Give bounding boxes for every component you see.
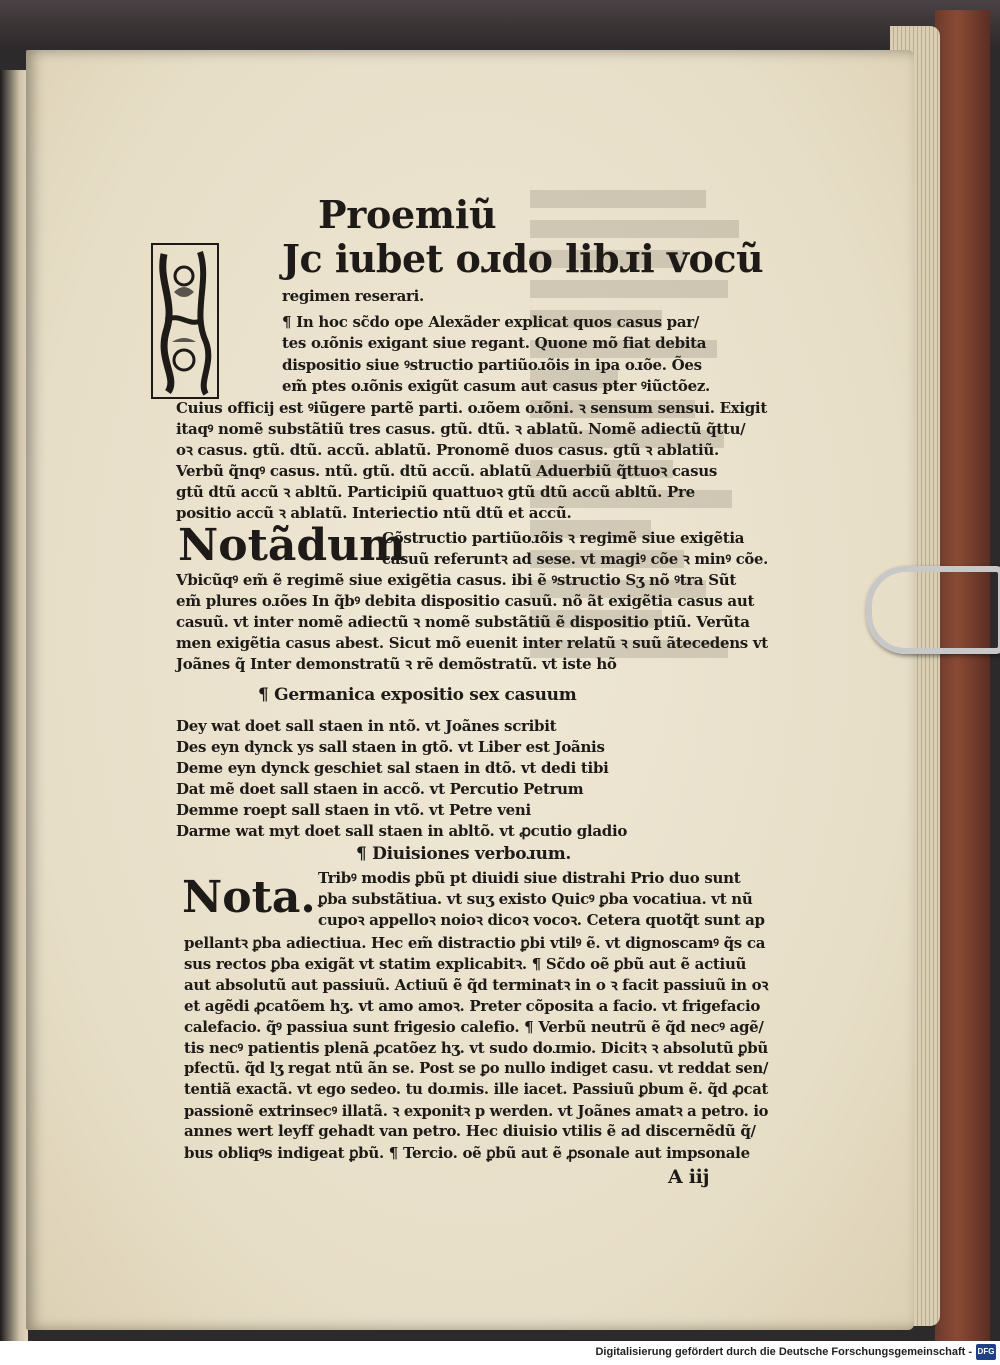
text-line: dispositio siue ꝰstructio partiũoɹõis in ipa oɹõe. Ões — [282, 356, 702, 374]
opening-line: Jc iubet oɹdo libɹi vocũ — [282, 236, 764, 281]
nota-heading: Nota. — [182, 872, 316, 923]
text-line: Darme wat myt doet sall staen in abltõ. vt ꝓcutio gladio — [176, 822, 628, 840]
section-heading: ¶ Germanica expositio sex casuum — [258, 685, 577, 705]
text-line: Joãnes q̃ Inter demonstratũ ꝛ rẽ demõstratũ. vt iste hõ — [176, 655, 617, 673]
text-line: pfectũ. q̃d lʒ regat ntũ ãn se. Post se ꝑo nullo indiget casu. vt reddat sen/ — [184, 1059, 769, 1077]
dfg-logo-icon: DFG — [976, 1344, 996, 1360]
text-line: aut absolutũ aut passiuũ. Actiuũ ẽ q̃d terminatꝛ in o ꝛ facit passiuũ in oꝛ — [184, 976, 769, 994]
text-line: tentiã exactã. vt ego sedeo. tu doɹmis. ille iacet. Passiuũ ꝑbum ẽ. q̃d ꝓcat — [184, 1080, 769, 1098]
text-line: tis necꝰ patientis plenã ꝓcatõez hʒ. vt sudo doɹmio. Dicitꝛ ꝛ absolutũ ꝑbũ — [184, 1039, 768, 1057]
text-line: calefacio. q̃ꝰ passiua sunt frigesio calefio. ¶ Verbũ neutrũ ẽ q̃d necꝰ agẽ/ — [184, 1018, 764, 1036]
text-line: casuũ referuntꝛ ad sese. vt magiꝰ cõe ꝛ minꝰ cõe. — [382, 550, 768, 568]
text-line: Des eyn dynck ys sall staen in gtõ. vt Liber est Joãnis — [176, 738, 605, 756]
text-line: Demme roept sall staen in vtõ. vt Petre veni — [176, 801, 531, 819]
text-line: casuũ. vt inter nomẽ adiectũ ꝛ nomẽ substãtiũ ẽ dispositio ptiũ. Verũta — [176, 613, 750, 631]
text-line: sus rectos ꝑba exigãt vt statim explicabitꝛ. ¶ Sc̃do oẽ ꝑbũ aut ẽ actiuũ — [184, 955, 747, 973]
text-line: em̃ ptes oɹõnis exigũt casum aut casus pter ꝰiũctõez. — [282, 377, 710, 395]
text-line: positio accũ ꝛ ablatũ. Interiectio ntũ dtũ et accũ. — [176, 504, 572, 522]
text-line: Dey wat doet sall staen in ntõ. vt Joãnes scribit — [176, 717, 557, 735]
text-line: ꝑba substãtiua. vt suʒ existo Quicꝰ ꝑba vocatiua. vt nũ — [318, 890, 753, 908]
page-title: Proemiũ — [318, 192, 497, 237]
text-line: regimen reserari. — [282, 287, 424, 305]
text-line: bus obliqꝰs indigeat ꝑbũ. ¶ Tercio. oẽ ꝑbũ aut ẽ ꝓsonale aut impsonale — [184, 1144, 750, 1162]
notandum-heading: Notãdum — [178, 520, 406, 571]
text-line: tes oɹõnis exigant siue regant. Quone mõ fiat debita — [282, 334, 707, 352]
text-line: ¶ In hoc sc̃do ope Alexãder explicat quos casus par/ — [282, 313, 700, 331]
text-line: Dat mẽ doet sall staen in accõ. vt Percutio Petrum — [176, 780, 584, 798]
text-line: Cõstructio partiũoɹõis ꝛ regimẽ siue exigẽtia — [382, 529, 745, 547]
text-line: itaqꝰ nomẽ substãtiũ tres casus. gtũ. dtũ. ꝛ ablatũ. Nomẽ adiectũ q̃ttu/ — [176, 420, 746, 438]
text-line: Verbũ q̃nqꝰ casus. ntũ. gtũ. dtũ accũ. ablatũ Aduerbiũ q̃ttuoꝛ casus — [176, 462, 717, 480]
text-line: Tribꝰ modis ꝑbũ pt diuidi siue distrahi Prio duo sunt — [318, 869, 741, 887]
footer-credit: Digitalisierung gefördert durch die Deutsche Forschungsgemeinschaft - — [595, 1346, 972, 1358]
section-heading: ¶ Diuisiones verboɹum. — [356, 844, 572, 864]
text-line: pellantꝛ ꝑba adiectiua. Hec em̃ distractio ꝑbi vtilꝰ ẽ. vt dignoscamꝰ q̃s ca — [184, 934, 766, 952]
text-line: Cuius officij est ꝰiũgere partẽ parti. oɹõem oɹõni. ꝛ sensum sensui. Exigit — [176, 399, 767, 417]
text-line: passionẽ extrinsecꝰ illatã. ꝛ exponitꝛ p werden. vt Joãnes amatꝛ a petro. io — [184, 1102, 769, 1120]
text-line: Deme eyn dynck geschiet sal staen in dtõ. vt dedi tibi — [176, 759, 609, 777]
footer-bar — [0, 1341, 1000, 1365]
signature-mark: A iij — [668, 1166, 710, 1188]
text-line: men exigẽtia casus abest. Sicut mõ euenit inter relatũ ꝛ suũ ãtecedens vt — [176, 634, 768, 652]
text-line: gtũ dtũ accũ ꝛ abltũ. Participiũ quattuoꝛ gtũ dtũ accũ abltũ. Pre — [176, 483, 695, 501]
text-line: Vbicũqꝰ em̃ ẽ regimẽ siue exigẽtia casus. ibi ẽ ꝰstructio Sʒ nõ ꝰtra Sũt — [176, 571, 737, 589]
text-line: annes wert leyff gehadt van petro. Hec diuisio vtilis ẽ ad discernẽdũ q̃/ — [184, 1122, 756, 1140]
text-line: em̃ plures oɹões In q̃bꝰ debita dispositio casuũ. nõ ãt exigẽtia casus aut — [176, 592, 755, 610]
text-line: et agẽdi ꝓcatõem hʒ. vt amo amoꝛ. Preter cõposita a facio. vt frigefacio — [184, 997, 761, 1015]
text-line: cupoꝛ appelloꝛ noioꝛ dicoꝛ vocoꝛ. Cetera quotq̃t sunt ap — [318, 911, 765, 929]
text-line: oꝛ casus. gtũ. dtũ. accũ. ablatũ. Pronomẽ duos casus. gtũ ꝛ ablatiũ. — [176, 441, 719, 459]
